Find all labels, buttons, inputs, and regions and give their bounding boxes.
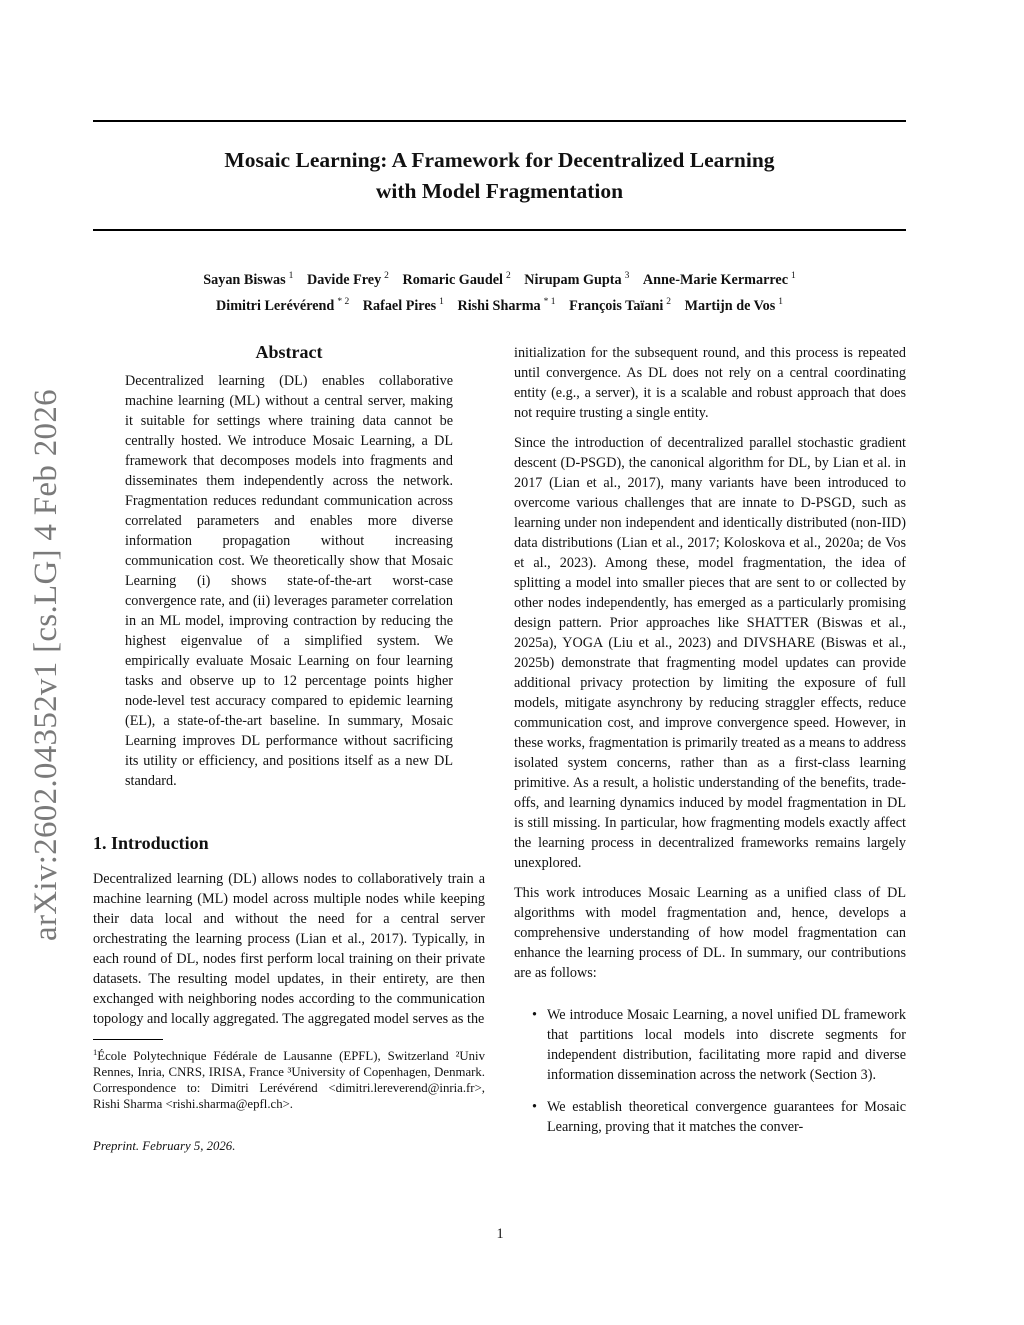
body-paragraph: This work introduces Mosaic Learning as a unified class of DL algorithms with model fragmentation and, hence, develops a comprehensive understanding of how model fragmentation can enhance the learning process of DL. In summary, our contributions are as follows: [514,885,906,981]
page-number: 1 [496,1226,504,1242]
author: Rafael Pires $^1$ [362,297,444,314]
bullet-marker: • [532,1007,537,1023]
author: Nirupam Gupta $^3$ [524,271,630,288]
author-affiliation: 3 [624,271,630,281]
author: Dimitri Lerévérend $^{* 2}$ [216,297,350,314]
author-list [93,265,906,317]
author-affiliation: 1 [778,297,783,307]
abstract-heading: Abstract [255,342,323,362]
author: François Taïani $^2$ [569,297,672,314]
introduction-paragraph: Decentralized learning (DL) allows nodes to collaboratively train a machine learning (ML) model across multiple nodes while keeping their data local and without the need for a central server orchestrating the learning process (Lian et al., 2017). Typically, in each round of DL, nodes first perform local training on their private datasets. The resulting model updates, in their entirety, are then exchanged with neighboring nodes according to the communication topology and locally aggregated. The aggregated model serves as the [93,871,485,1027]
author-affiliation: 2 [666,297,672,307]
list-item-text: We introduce Mosaic Learning, a novel unified DL framework that partitions local models into discrete segments for independent distribution, facilitating more rapid and diverse information dissemination across the network (Section 3). [547,1007,906,1083]
list-item-text: We establish theoretical convergence guarantees for Mosaic Learning, proving that it matches the conver- [547,1099,906,1135]
author-affiliation: 1 [791,271,796,281]
author-affiliation: 2 [384,271,389,281]
list-item [514,1005,906,1085]
affiliation-footnote [93,1044,485,1112]
right-column [514,343,906,1149]
author: Martijn de Vos $^1$ [684,297,783,314]
left-column [93,340,485,1154]
body-paragraph: Since the introduction of decentralized parallel stochastic gradient descent (D-PSGD), the canonical algorithm for DL, by Lian et al. in 2017 (Lian et al., 2017), many variants have been introduced to overcome various challenges that are innate to D-PSGD, such as learning under non independent and identically distributed (non-IID) data distributions (Lian et al., 2017; Koloskova et al., 2020a; de Vos et al., 2023). Among these, model fragmentation, the idea of splitting a model into smaller pieces that are sent to or collected by other nodes independently, has emerged as a particularly promising design pattern. Prior approaches like SHATTER (Biswas et al., 2025a), YOGA (Liu et al., 2023) and DIVSHARE (Biswas et al., 2025b) demonstrate that fragmenting model updates can provide additional privacy protection by limiting the exposure of full models, mitigate asynchrony by reducing straggler effects, reduce communication cost, and improve convergence speed. However, in these works, fragmentation is primarily treated as a means to address isolated system concerns, rather than as a first-class learning primitive. As a result, a holistic understanding of the benefits, trade-offs, and learning dynamics induced by model fragmentation in DL is still missing. In particular, how fragmenting models exactly affect the learning process in decentralized frameworks remains largely unexplored. [514,435,906,871]
footnote-marker: 1 [93,1047,98,1057]
author-line-1 [93,265,906,291]
author: Romaric Gaudel $^2$ [402,271,511,288]
list-item [514,1097,906,1137]
title-bottom-rule [93,229,906,231]
paper-title-line-2: with Model Fragmentation [375,179,624,203]
author-affiliation: * 1 [543,297,556,307]
author-affiliation: 1 [439,297,444,307]
title-top-rule [93,120,906,122]
paper-title-line-1: Mosaic Learning: A Framework for Decentralized Learning [224,148,775,172]
author-affiliation: * 2 [337,297,350,307]
footnote-rule [93,1039,163,1040]
preprint-note: Preprint. February 5, 2026. [93,1139,236,1153]
paper-title [93,145,906,207]
contributions-list [514,1005,906,1137]
author: Anne-Marie Kermarrec $^1$ [642,271,796,288]
abstract-body: Decentralized learning (DL) enables collaborative machine learning (ML) without a central server, making it suitable for settings where training data cannot be centrally hosted. We introduce Mosaic Learning, a DL framework that decomposes models into fragments and disseminates them independently across the network. Fragmentation reduces redundant communication across correlated parameters and enables more diverse information propagation without increasing communication cost. We theoretically show that Mosaic Learning (i) shows state-of-the-art worst-case convergence rate, and (ii) leverages parameter correlation in an ML model, improving contraction by reducing the highest eigenvalue of a simplified system. We empirically evaluate Mosaic Learning on four learning tasks and observe up to 12 percentage points higher node-level test accuracy compared to epidemic learning (EL), a state-of-the-art baseline. In summary, Mosaic Learning improves DL performance without sacrificing its utility or efficiency, and positions itself as a new DL standard. [125,373,453,789]
author: Sayan Biswas $^1$ [203,271,294,288]
footnote-text: École Polytechnique Fédérale de Lausanne (EPFL), Switzerland ²Univ Rennes, Inria, CNRS, IRISA, France ³University of Copenhagen, Denmark. Correspondence to: Dimitri Lerévérend <dimitri.lereverend@inria.fr>, Rishi Sharma <rishi.sharma@epfl.ch>. [93,1049,485,1111]
introduction-heading: 1. Introduction [93,833,209,853]
author-line-2 [93,291,906,317]
body-paragraph: initialization for the subsequent round, and this process is repeated until convergence. As DL does not rely on a central coordinating entity (e.g., a server), it is a scalable and robust approach that does not require trusting a single entity. [514,345,906,421]
author-affiliation: 2 [505,271,511,281]
arxiv-identifier-stamp: arXiv:2602.04352v1 [cs.LG] 4 Feb 2026 [28,389,64,941]
bullet-marker: • [532,1099,537,1115]
author: Rishi Sharma $^{* 1}$ [457,297,556,314]
author: Davide Frey $^2$ [306,271,389,288]
author-affiliation: 1 [288,271,294,281]
